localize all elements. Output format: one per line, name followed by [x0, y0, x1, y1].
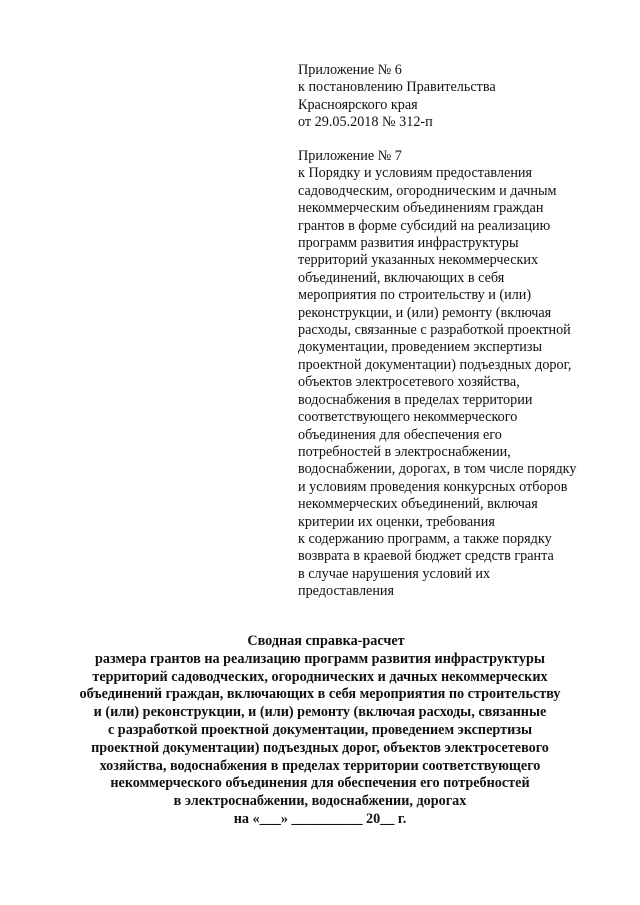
heading-line: и (или) реконструкции, и (или) ремонту (включая расходы, связанные: [93, 704, 547, 721]
appendix-7-line: территорий указанных некоммерческих: [298, 252, 539, 269]
appendix-7-line: документации, проведением экспертизы: [298, 339, 542, 356]
appendix-7-line: соответствующего некоммерческого: [298, 409, 518, 426]
appendix-7-line: потребностей в электроснабжении,: [298, 443, 511, 460]
heading-line: размера грантов на реализацию программ развития инфраструктуры: [95, 650, 545, 667]
appendix-7-line: некоммерческим объединениям граждан: [298, 200, 544, 217]
appendix-7-line: некоммерческих объединений, включая: [298, 496, 538, 513]
document-heading: [0, 633, 640, 829]
appendix-6-line: к постановлению Правительства: [298, 79, 496, 96]
heading-line: хозяйства, водоснабжения в пределах территории соответствующего: [99, 757, 541, 774]
appendix-6-line: от 29.05.2018 № 312-п: [298, 114, 433, 131]
appendix-7-line: в случае нарушения условий их: [298, 565, 491, 582]
appendix-7-line: реконструкции, и (или) ремонту (включая: [298, 304, 552, 321]
appendix-7-line: Приложение № 7: [298, 148, 402, 164]
appendix-7-line: объединений, включающих в себя: [298, 269, 505, 286]
appendix-7-line: программ развития инфраструктуры: [298, 235, 519, 252]
appendix-7-line: водоснабжения в пределах территории: [298, 391, 533, 408]
appendix-7-line: мероприятия по строительству и (или): [298, 287, 532, 304]
appendix-7-line: расходы, связанные с разработкой проектной: [298, 322, 571, 339]
heading-line: объединений граждан, включающих в себя мероприятия по строительству: [79, 686, 561, 703]
appendix-7-line: объединения для обеспечения его: [298, 426, 502, 443]
appendix-7-line: к Порядку и условиям предоставления: [298, 165, 533, 182]
appendix-7-line: водоснабжении, дорогах, в том числе порядку: [298, 461, 577, 478]
document-title: Сводная справка-расчет: [247, 633, 405, 649]
appendix-7-line: критерии их оценки, требования: [298, 513, 495, 530]
date-line: на «___» __________ 20__ г.: [233, 810, 407, 827]
appendix-7-line: предоставления: [298, 583, 395, 600]
heading-line: в электроснабжении, водоснабжении, дорогах: [173, 793, 467, 810]
appendix-7-block: [298, 148, 618, 601]
appendix-7-line: возврата в краевой бюджет средств гранта: [298, 548, 554, 565]
heading-line: некоммерческого объединения для обеспечения его потребностей: [110, 775, 530, 792]
heading-line: с разработкой проектной документации, проведением экспертизы: [107, 721, 533, 738]
appendix-7-line: садоводческим, огородническим и дачным: [298, 182, 557, 199]
appendix-7-line: к содержанию программ, а также порядку: [298, 530, 552, 547]
heading-line: проектной документации) подъездных дорог, объектов электросетевого: [91, 739, 549, 756]
appendix-7-line: объектов электросетевого хозяйства,: [298, 374, 520, 391]
appendix-7-line: и условиям проведения конкурсных отборов: [298, 478, 568, 495]
heading-line: территорий садоводческих, огороднических и дачных некоммерческих: [92, 668, 548, 685]
appendix-7-line: проектной документации) подъездных дорог,: [298, 356, 572, 373]
appendix-6-block: [298, 62, 618, 132]
appendix-6-line: Красноярского края: [298, 96, 418, 113]
appendix-7-line: грантов в форме субсидий на реализацию: [298, 217, 551, 234]
appendix-6-line: Приложение № 6: [298, 62, 402, 78]
